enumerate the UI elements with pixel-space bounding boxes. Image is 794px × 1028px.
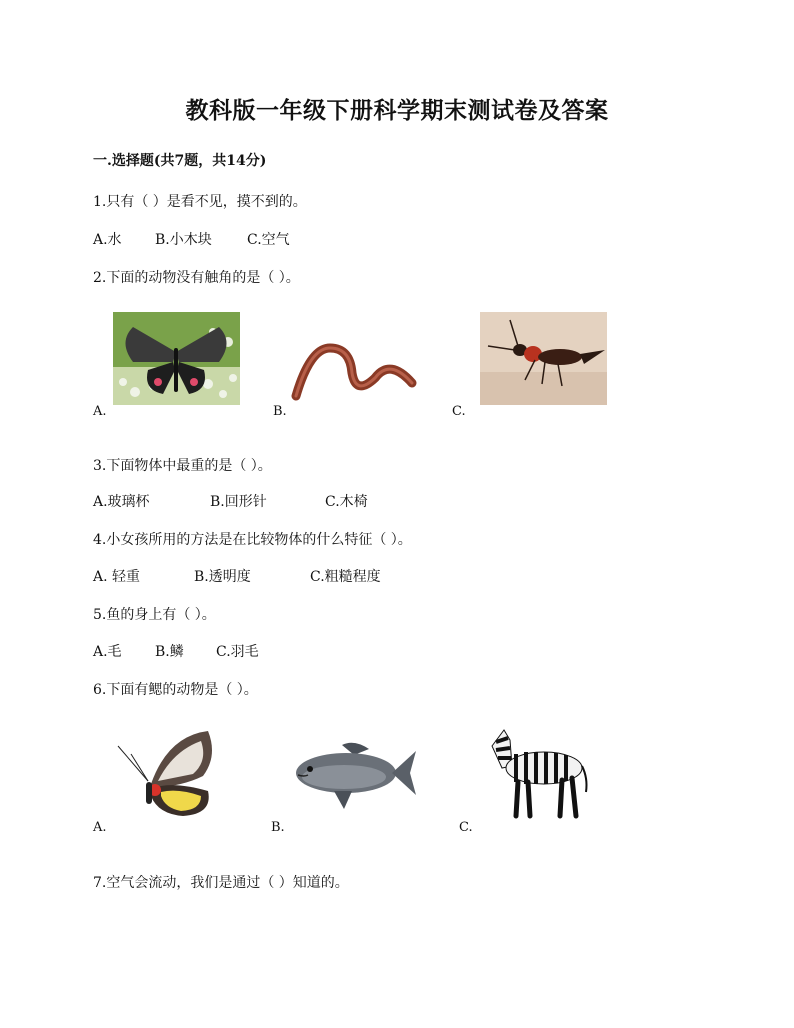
question-2-stem: 2.下面的动物没有触角的是（ ）。	[93, 270, 300, 286]
option-a[interactable]: A.	[93, 404, 107, 419]
option-a[interactable]: A.水	[93, 232, 122, 248]
section-heading: 一.选择题(共7题，共14分)	[93, 153, 267, 169]
option-b[interactable]: B.小木块	[155, 232, 212, 248]
option-b[interactable]: B.回形针	[210, 494, 267, 510]
option-c[interactable]: C.	[459, 820, 473, 835]
earthworm-photo	[290, 338, 418, 402]
option-b[interactable]: B.鳞	[155, 644, 184, 660]
earwig-insect-photo	[480, 312, 607, 405]
fish-photo	[294, 737, 418, 813]
page-title: 教科版一年级下册科学期末测试卷及答案	[185, 97, 609, 124]
butterfly-photo	[113, 312, 240, 405]
question-1-stem: 1.只有（ ）是看不见，摸不到的。	[93, 194, 307, 210]
question-7-stem: 7.空气会流动，我们是通过（ ）知道的。	[93, 875, 349, 891]
option-c[interactable]: C.空气	[247, 232, 290, 248]
option-c[interactable]: C.	[452, 404, 466, 419]
option-c[interactable]: C.木椅	[325, 494, 368, 510]
option-b[interactable]: B.透明度	[194, 569, 251, 585]
option-b[interactable]: B.	[273, 404, 287, 419]
option-a[interactable]: A.	[93, 820, 107, 835]
option-b[interactable]: B.	[271, 820, 285, 835]
question-4-options	[93, 566, 381, 586]
question-3-stem: 3.下面物体中最重的是（ ）。	[93, 458, 272, 474]
question-6-stem: 6.下面有鳃的动物是（ ）。	[93, 682, 258, 698]
option-a[interactable]: A.毛	[93, 644, 122, 660]
question-4-stem: 4.小女孩所用的方法是在比较物体的什么特征（ ）。	[93, 532, 412, 548]
option-c[interactable]: C.羽毛	[216, 644, 259, 660]
question-5-options	[93, 641, 259, 661]
zebra-photo	[482, 726, 590, 820]
question-5-stem: 5.鱼的身上有（ ）。	[93, 607, 216, 623]
question-3-options	[93, 491, 368, 511]
option-c[interactable]: C.粗糙程度	[310, 569, 381, 585]
butterfly-white-photo	[113, 726, 223, 818]
question-1-options	[93, 229, 290, 249]
option-a[interactable]: A. 轻重	[93, 569, 141, 585]
option-a[interactable]: A.玻璃杯	[93, 494, 150, 510]
